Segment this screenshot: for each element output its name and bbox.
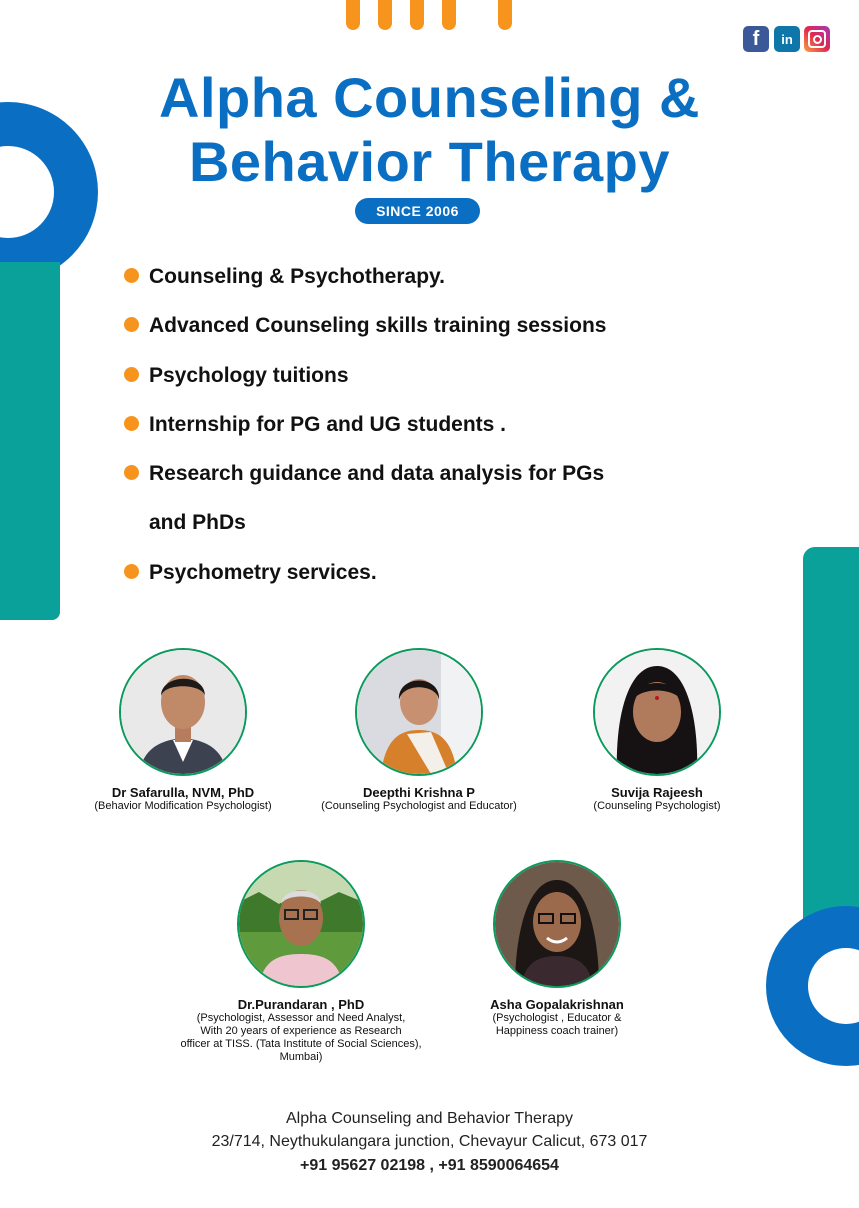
service-text: Psychometry services.: [149, 560, 377, 584]
member-name: Asha Gopalakrishnan: [490, 997, 624, 1012]
service-text: Internship for PG and UG students .: [149, 412, 507, 436]
team-member: [289, 648, 549, 813]
member-name: Dr.Purandaran , PhD: [237, 997, 365, 1012]
member-name: Deepthi Krishna P: [363, 785, 475, 800]
facebook-icon[interactable]: f: [743, 26, 769, 52]
bullet-icon: [124, 465, 139, 480]
team-member: [53, 648, 313, 813]
bullet-icon: [124, 367, 139, 382]
service-item: [122, 449, 682, 498]
team-member: [527, 648, 787, 813]
service-text: Psychology tuitions: [149, 363, 349, 387]
services-list: [122, 252, 682, 597]
member-role: (Psychologist , Educator & Happiness coach trainer): [492, 1012, 622, 1037]
bullet-icon: [124, 268, 139, 283]
member-photo: [355, 648, 483, 776]
decor-teal-right: [803, 547, 859, 937]
service-text: Advanced Counseling skills training sessions: [149, 314, 607, 338]
decor-bar: [346, 0, 360, 30]
member-role: (Psychologist, Assessor and Need Analyst, With 20 years of experience as Research officer at TISS. (Tata Institute of Social Sciences), Mumbai): [180, 1012, 422, 1063]
team-member: [171, 860, 431, 1064]
decor-ring-right: [766, 906, 859, 1066]
member-name: Suvija Rajeesh: [611, 785, 703, 800]
service-item-continuation: [122, 498, 682, 547]
decor-bar: [378, 0, 392, 30]
service-text: Research guidance and data analysis for PGs: [149, 462, 605, 486]
member-photo: [493, 860, 621, 988]
decor-bar: [498, 0, 512, 30]
service-item: [122, 351, 682, 400]
bullet-icon: [124, 416, 139, 431]
service-text: and PhDs: [149, 511, 246, 535]
page-title: [0, 66, 859, 194]
footer: [0, 1108, 859, 1179]
decor-bar: [442, 0, 456, 30]
member-photo: [593, 648, 721, 776]
service-item: [122, 400, 682, 449]
linkedin-icon[interactable]: in: [774, 26, 800, 52]
footer-address: 23/714, Neythukulangara junction, Chevayur Calicut, 673 017: [211, 1132, 648, 1150]
bullet-icon: [124, 317, 139, 332]
member-photo: [237, 860, 365, 988]
member-role: (Counseling Psychologist and Educator): [321, 800, 517, 812]
since-badge: SINCE 2006: [355, 198, 480, 224]
service-item: [122, 548, 682, 597]
footer-org: Alpha Counseling and Behavior Therapy: [285, 1110, 573, 1127]
decor-teal-left: [0, 262, 60, 620]
decor-bar: [410, 0, 424, 30]
bullet-icon: [124, 564, 139, 579]
service-item: [122, 301, 682, 350]
team-member: [427, 860, 687, 1038]
title-line-1: Alpha Counseling &: [159, 66, 700, 129]
service-item: [122, 252, 682, 301]
title-line-2: Behavior Therapy: [188, 130, 671, 193]
service-text: Counseling & Psychotherapy.: [149, 265, 445, 288]
footer-phones: +91 95627 02198 , +91 8590064654: [300, 1157, 559, 1174]
member-name: Dr Safarulla, NVM, PhD: [111, 785, 255, 800]
member-role: (Behavior Modification Psychologist): [94, 800, 272, 812]
member-photo: [119, 648, 247, 776]
instagram-icon[interactable]: [804, 26, 830, 52]
member-role: (Counseling Psychologist): [593, 800, 721, 812]
